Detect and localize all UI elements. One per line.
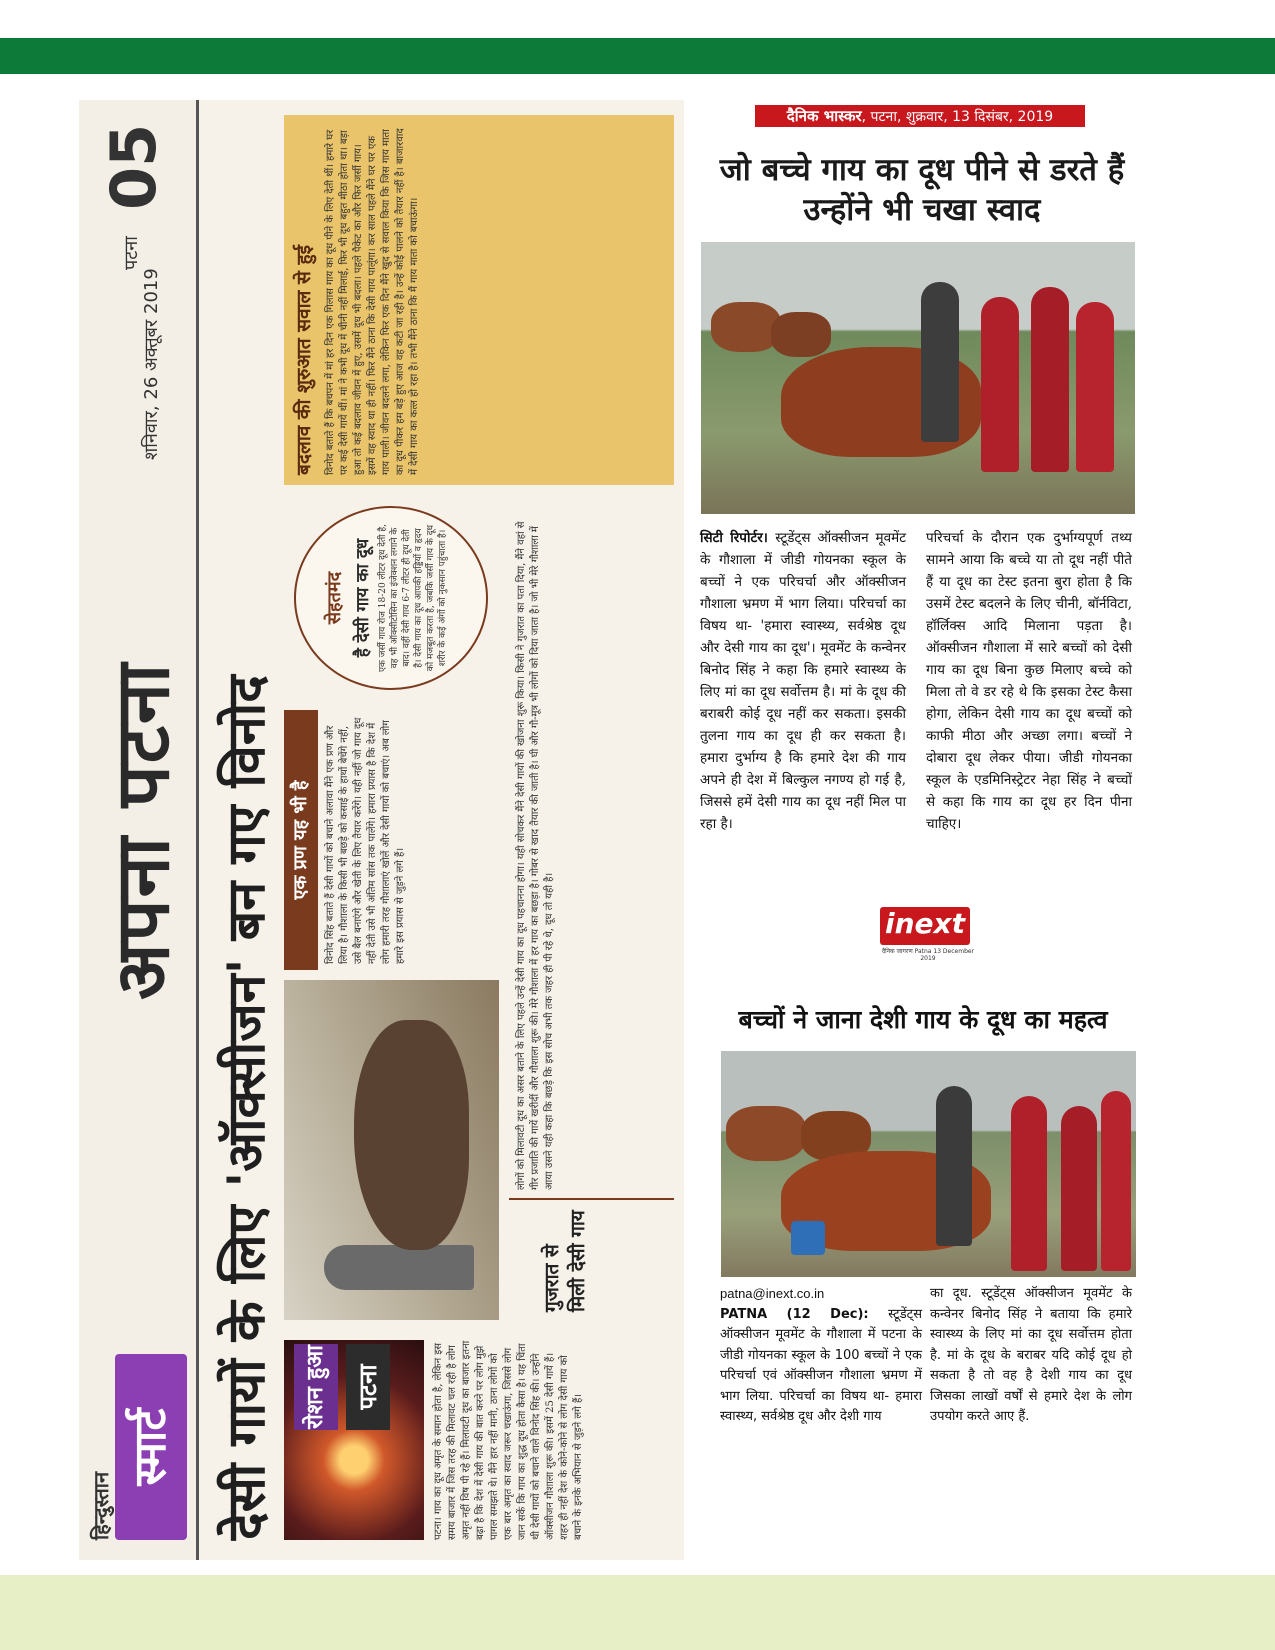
man-figure: [324, 1245, 474, 1290]
student-figure-3: [1076, 302, 1114, 472]
inext-column-2: का दूध. स्टूडेंट्स ऑक्सीजन मूवमेंट के कन्वेनर बिनोद सिंह ने बताया कि हमारे स्वास्थ्य के लिए मां का दूध सर्वोत्तम होता है. मां के दूध के बराबर यदि कोई दूध हो सकता है तो वह है देशी गाय का दूध जिसका लाखों वर्षों से हमारे देश के लोग उपयोग करते आए हैं.: [930, 1286, 1132, 1424]
gujarat-box: [509, 500, 674, 1320]
badlav-box: [284, 115, 674, 485]
blue-bucket: [791, 1221, 825, 1255]
sehat-subtitle: है देसी गाय का दूध: [353, 538, 373, 658]
bhaskar-byline: सिटी रिपोर्टर।: [700, 530, 776, 546]
cow-bg-1: [726, 1106, 806, 1161]
ekpran-text: विनोद सिंह बताते हैं देसी गायों को बचाने अलावा मैंने एक प्रण और लिया है। गौशाला के किसी भी बछड़े को कसाई के हाथों बेचेंगे नहीं, उसे बैल बनाएंगे और खेती के लिए तैयार करेंगे। यही नहीं जो गाय दूध नहीं देती उसे भी अंतिम सांस तक पालेंगे। हमारा प्रयास है कि देश में लोग हमारी तरह गौशालाएं खोलें और देसी गायों को बचाएं। अब लोग हमारे इस प्रयास से जुड़ने लगे हैं।: [325, 717, 406, 964]
hindustan-headline: देसी गायों के लिए 'ऑक्सीजन' बन गए विनोद: [217, 675, 277, 1540]
hindustan-clipping: [79, 100, 684, 1560]
bhaskar-dateline: , पटना, शुक्रवार, 13 दिसंबर, 2019: [861, 109, 1054, 125]
inext-photo: [721, 1051, 1136, 1277]
cow-figure: [354, 1020, 469, 1250]
cow-photo: [284, 980, 499, 1320]
hindustan-rotated-page: [79, 100, 684, 1560]
brand-small-text: हिन्दुस्तान: [89, 1471, 113, 1540]
hindustan-masthead: [79, 100, 197, 1560]
sehat-box: [284, 500, 499, 700]
brand-smart-logo: स्मार्ट: [115, 1354, 187, 1540]
sehat-bubble: [294, 506, 488, 690]
inext-logo: inext: [880, 907, 970, 945]
bhaskar-col1-text: स्टूडेंट्स ऑक्सीजन मूवमेंट के गौशाला में जीडी गोयनका स्कूल के बच्चों ने एक परिचर्चा और ऑक्सीजन गौशाला भ्रमण में भाग लिया। परिचर्चा का विषय था- 'हमारा स्वास्थ्य, सर्वश्रेष्ठ दूध और देसी गाय का दूध'। मूवमेंट के कन्वेनर बिनोद सिंह ने कहा कि हमारे स्वास्थ्य के लिए मां का दूध सर्वोत्तम है। मां के दूध की बराबरी कोई दूध नहीं कर सकता। इसकी तुलना गाय का दूध ही कर सकता है। हमारा दुर्भाग्य है कि हमारे देश की गाय अपने ही देश में बिल्कुल नगण्य हो गई है, जिससे हमें देसी गाय का दूध नहीं मिल पा रहा है।: [700, 530, 907, 832]
ekpran-box: [284, 710, 499, 970]
student-figure-1: [1011, 1096, 1047, 1271]
inext-column-1: [720, 1284, 922, 1428]
inext-logo-subline: दैनिक जागरण Patna 13 December 2019: [881, 948, 975, 962]
roshan-hua-tag: रोशन हुआ: [294, 1344, 338, 1430]
student-figure-1: [981, 297, 1019, 472]
masthead-city: पटना: [121, 236, 142, 270]
ekpran-heading: एक प्रण यह भी है: [284, 710, 318, 970]
inext-email: patna@inext.co.in: [720, 1286, 825, 1301]
gujarat-label-box: [509, 1198, 674, 1320]
cow-bg-2: [771, 312, 831, 357]
gujarat-text: लोगों को मिलावटी दूध का असर बताने के लिए पहले उन्हें देसी गाय का दूध पहचानना होगा। यही सोचकर मैंने देसी गायों की खोजना शुरू किया। किसी ने गुजरात का पता दिया, मैंने वहां से गीर प्रजाति की गायें खरीदीं और गौशाला शुरू की। मेरे गौशाला में हर गाय का बछड़ा है। गोबर से खाद तैयार की जाती है। घी और गौ-मूत्र भी लोगों को दिया जाता है। जो भी मेरे गौशाला में आया उसने यही कहा कि बछड़े कि इस सोच अभी तक जहर ही पी रहे थे, दूध तो यही है।: [516, 521, 555, 1190]
adult-figure: [936, 1086, 972, 1246]
student-figure-2: [1031, 287, 1069, 472]
inext-col1-text: स्टूडेंट्स ऑक्सीजन मूवमेंट के गौशाला में पटना के जीडी गोयनका स्कूल के 100 बच्चों ने एक परिचर्चा एवं ऑक्सीजन गौशाला भ्रमण में भाग लिया. परिचर्चा का विषय था- हमारा स्वास्थ्य, सर्वश्रेष्ठ दूध और देशी गाय: [720, 1306, 922, 1424]
page-number: 05: [97, 123, 170, 210]
bhaskar-photo: [701, 242, 1135, 514]
inext-headline: बच्चों ने जाना देशी गाय के दूध का महत्व: [738, 1005, 1108, 1034]
bhaskar-column-1: [700, 527, 906, 835]
student-figure-3: [1101, 1091, 1131, 1271]
badlav-text: विनोद बताते हैं कि बचपन में मां हर दिन एक गिलास गाय का दूध पीने के लिए देती थीं। हमारे घर पर कई देसी गायें थीं। मां ने कभी दूध में चीनी नहीं मिलाई, फिर भी दूध बहुत मीठा होता था। बड़ा हुआ तो कई बदलाव जीवन में हुए, उसमें दूध भी बदला। पहले पैकेट का और फिर जर्सी गाय। इसमें वह स्वाद था ही नहीं। फिर मैंने ठाना कि देसी गाय पालूंगा। कर साल पहले मैंने घर पर एक गाय पाली। जीवन बदलने लगा, लेकिन फिर एक दिन मैंने खुद से सवाल किया कि जिस गाय माता का दूध पीकर हम बड़े हुए आज वह कटी जा रही है। उन्हें कोई पालने को तैयार नहीं है। बाजारवाद में देसी गाय का कत्ल हो रहा है। तभी मैंने ठाना कि मैं गाय माता को बचाऊंगा।: [325, 128, 420, 475]
inext-dateline: PATNA (12 Dec):: [720, 1306, 889, 1322]
bottom-cream-band: [0, 1575, 1275, 1650]
intro-column: [284, 1340, 674, 1540]
intro-text: पटना। गाय का दूध अमृत के समान होता है, लेकिन इस समय बाजार में जिस तरह की मिलावट चल रही है लोग अमृत नहीं विष पी रहे हैं। मिलावटी दूध का बाजार इतना बढ़ा है कि देश में देसी गाय की बात करने पर लोग मुझे पागल समझते थे। मैंने हार नहीं मानी, ठाना लोगों को एक बार अमृत का स्वाद जरूर चखाऊंगा, जिससे लोग जान सकें कि गाय का शुद्ध दूध होता कैसा है। यह चिंता थी देसी गायों को बचाने वाले विनोद सिंह की। उन्होंने ऑक्सीजन गौशाला शुरू की। इसमें 25 देसी गायें हैं। शहर ही नहीं देश के कोने-कोने से लोग देसी गाय को बचाने के इनके अभियान से जुड़ने लगे हैं।: [433, 1340, 584, 1540]
sehat-title: सेहतमंद: [324, 571, 345, 625]
bhaskar-brand: दैनिक भास्कर: [786, 107, 862, 125]
patna-tag: पटना: [346, 1344, 390, 1430]
masthead-date: शनिवार, 26 अक्तूबर 2019: [141, 268, 162, 460]
gujarat-label: गुजरात से मिली देसी गाय: [541, 1210, 589, 1312]
bhaskar-headline: जो बच्चे गाय का दूध पीने से डरते हैं उन्होंने भी चखा स्वाद: [719, 152, 1125, 228]
inext-clipping: [700, 907, 1141, 1560]
bhaskar-masthead: [755, 105, 1085, 127]
hindustan-brand: [85, 1350, 191, 1540]
bhaskar-clipping: [700, 100, 1141, 835]
masthead-rule: [196, 100, 199, 1560]
badlav-heading: बदलाव की शुरुआत सवाल से हुई: [293, 245, 315, 475]
sehat-text: एक जर्सी गाय रोज 18-20 लीटर दूध देती है, वह भी ऑक्सीटोसिन का इंजेक्शन लगाने के बाद। वहीं देसी गाय 6-7 लीटर ही दूध देती है। देसी गाय का दूध आपकी हड्डियों व हृदय को मजबूत करता है, जबकि जर्सी गाय के दूध शरीर के कई अंगों को नुकसान पहुंचाता है।: [378, 524, 448, 672]
adult-figure: [921, 282, 959, 442]
student-figure-2: [1061, 1106, 1097, 1271]
top-green-band: [0, 38, 1275, 74]
bhaskar-column-2: परिचर्चा के दौरान एक दुर्भाग्यपूर्ण तथ्य सामने आया कि बच्चे या तो दूध नहीं पीते हैं या दूध का टेस्ट इतना बुरा होता है कि उसमें टेस्ट बदलने के लिए चीनी, बॉर्नविटा, हॉर्लिक्स आदि मिलाना पड़ता है। ऑक्सीजन गौशाला में सारे बच्चों को देसी गाय का दूध बिना कुछ मिलाए बच्चे को मिला तो वे डर रहे थे कि इसका टेस्ट कैसा होगा, लेकिन देसी गाय का दूध बच्चों को काफी मीठा और अच्छा लगा। बच्चों ने दोबारा दूध लेकर पीया। जीडी गोयनका स्कूल के एडमिनिस्ट्रेटर नेहा सिंह ने बच्चों से कहा कि गाय का दूध हर दिन पीना चाहिए।: [926, 530, 1132, 832]
section-title: अपना पटना: [100, 661, 186, 1000]
